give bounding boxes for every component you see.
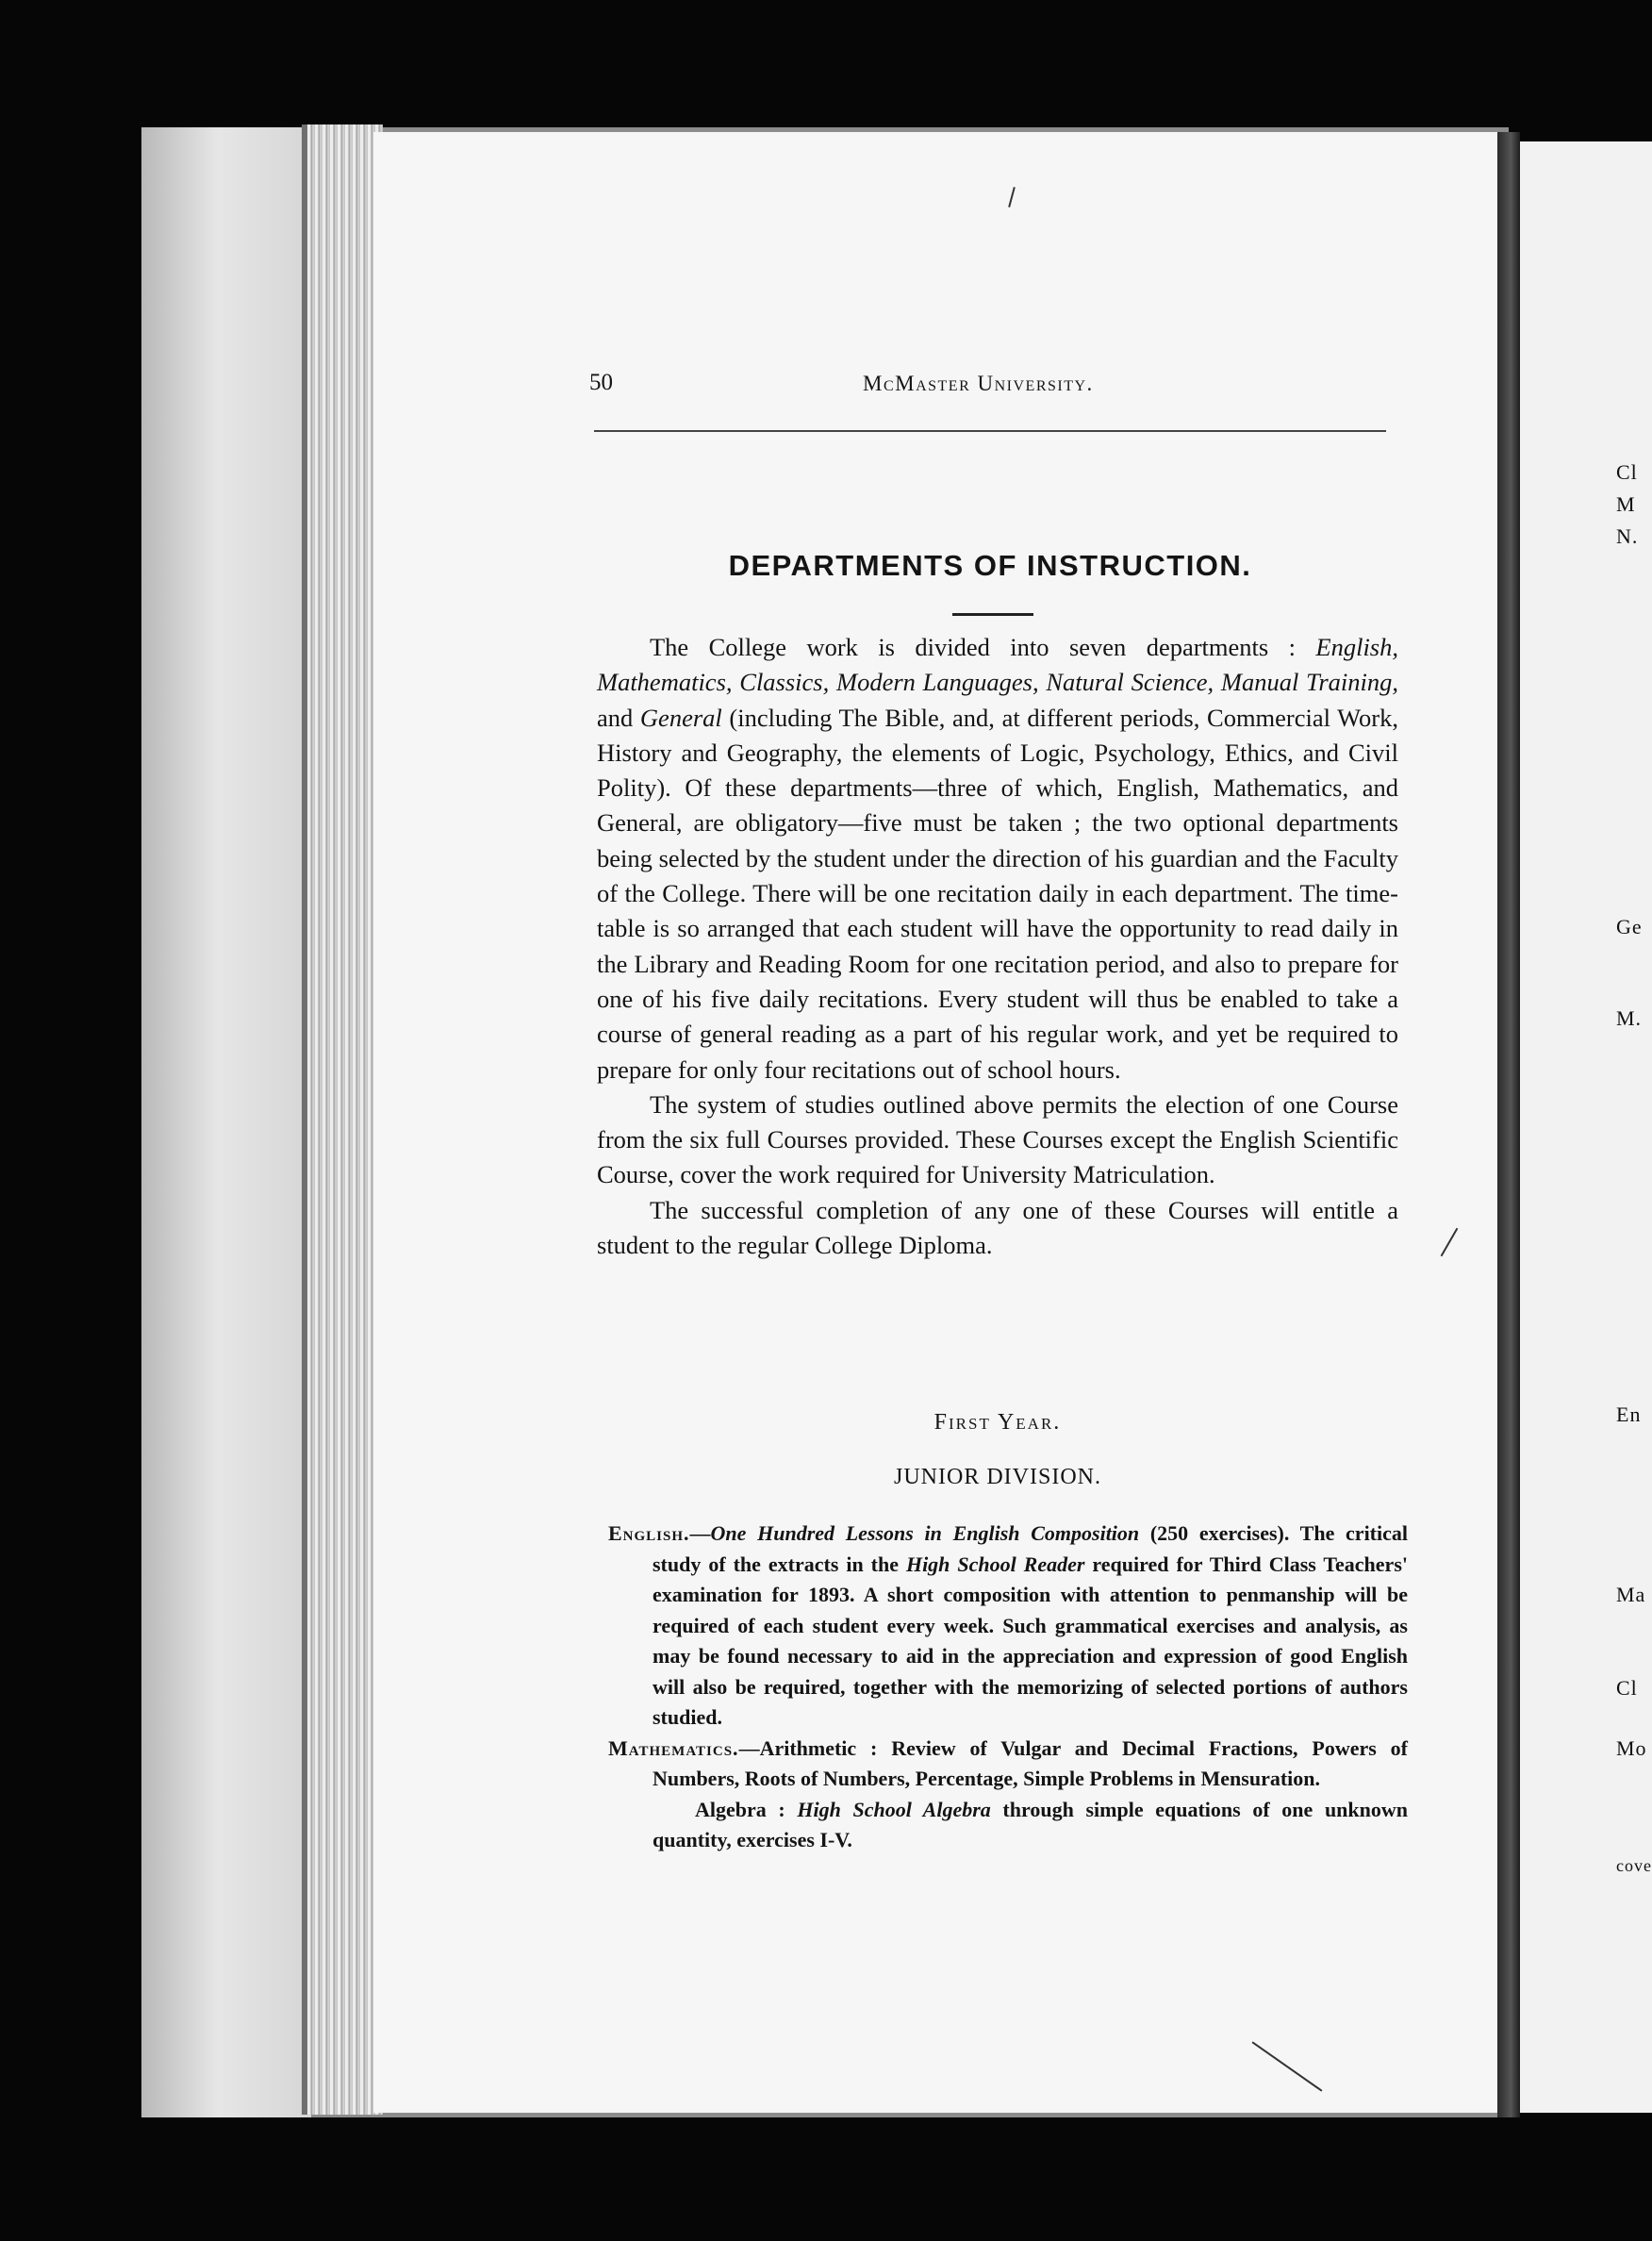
course-mathematics (608, 1734, 1408, 1795)
page-number: 50 (589, 370, 613, 395)
page-header (589, 370, 1391, 407)
italic-text: High School Reader (905, 1552, 1085, 1576)
course-label: Mathematics. (608, 1735, 739, 1760)
body-text (597, 630, 1398, 1263)
course-label: English. (608, 1521, 690, 1545)
course-list (608, 1519, 1408, 1856)
italic-text: English, Mathematics, Classics, Modern Languages, Natural Science, Manual Training, (597, 633, 1398, 697)
facing-page-fragment: Ge (1616, 915, 1643, 938)
title-rule (952, 613, 1033, 616)
body-paragraph (597, 630, 1398, 1087)
header-rule (594, 430, 1386, 432)
text-run: (250 exercises). The critical study of the extracts in the (653, 1521, 1409, 1576)
facing-page-fragment: cove (1616, 1856, 1652, 1875)
body-paragraph (597, 1087, 1398, 1193)
text-run: Algebra : (695, 1797, 798, 1821)
text-run: —Arithmetic : Review of Vulgar and Decimal Fractions, Powers of Numbers, Roots of Numbers, Percentage, Simple Problems in Mensuration. (653, 1735, 1408, 1790)
facing-page (1520, 141, 1652, 2113)
text-run: The system of studies outlined above permits the election of one Course from the six full Courses provided. These Courses except the English Scientific Course, cover the work required for University Matriculation. (597, 1089, 1398, 1189)
facing-page-fragment: En (1616, 1403, 1642, 1426)
italic-text: One Hundred Lessons in English Composition (710, 1521, 1140, 1545)
algebra-entry (608, 1795, 1408, 1856)
course-english (608, 1519, 1408, 1734)
facing-page-fragment: M. (1616, 1006, 1643, 1030)
year-heading: First Year. (933, 1410, 1062, 1435)
course-description (653, 1521, 1408, 1729)
book-gutter (1497, 132, 1520, 2117)
facing-page-fragment: Cl (1616, 460, 1638, 484)
facing-page-fragment: N. (1616, 524, 1639, 548)
left-page-margin (141, 127, 311, 2117)
italic-text: High School Algebra (797, 1797, 991, 1821)
facing-page-fragment: Cl (1616, 1676, 1638, 1700)
text-run: — (689, 1521, 711, 1545)
text-run: The successful completion of any one of these Courses will entitle a student to the regular College Diploma. (597, 1195, 1398, 1260)
facing-page-fragment: M (1616, 492, 1636, 516)
italic-text: General (639, 703, 722, 732)
section-title: DEPARTMENTS OF INSTRUCTION. (728, 549, 1252, 582)
text-run: through simple equations of one unknown quantity, exercises I-V. (653, 1797, 1409, 1851)
text-run: The College work is divided into seven departments : (650, 633, 1316, 661)
body-paragraph (597, 1193, 1398, 1264)
running-title: McMaster University. (863, 372, 1094, 395)
course-description (653, 1736, 1408, 1791)
division-heading: JUNIOR DIVISION. (894, 1465, 1101, 1489)
facing-page-fragment: Ma (1616, 1583, 1646, 1606)
facing-page-fragment: Mo (1616, 1736, 1647, 1760)
page-edges (302, 124, 383, 2115)
text-run: (including The Bible, and, at different periods, Commercial Work, History and Geography, the elements of Logic, Psychology, Ethics, and Civil Polity). Of these departments—three of which, English, Mathematics, and General, are obligatory—five must be taken ; the two optional departments being selected by the student under the direction of his guardian and the Faculty of the College. There will be one recitation daily in each department. The time-table is so arranged that each student will have the opportunity to read daily in the Library and Reading Room for one recitation period, and also to prepare for one of his five daily recitations. Every student will thus be enabled to take a course of general reading as a part of his regular work, and yet be required to prepare for only four recitations out of school hours. (597, 703, 1399, 1084)
text-run: and (597, 703, 640, 732)
text-run: required for Third Class Teachers' examination for 1893. A short composition with attention to penmanship will be required of each student every week. Such grammatical exercises and analysis, as may be found necessary to aid in the appreciation and expression of good English will also be required, together with the memorizing of selected portions of authors studied. (653, 1552, 1408, 1729)
